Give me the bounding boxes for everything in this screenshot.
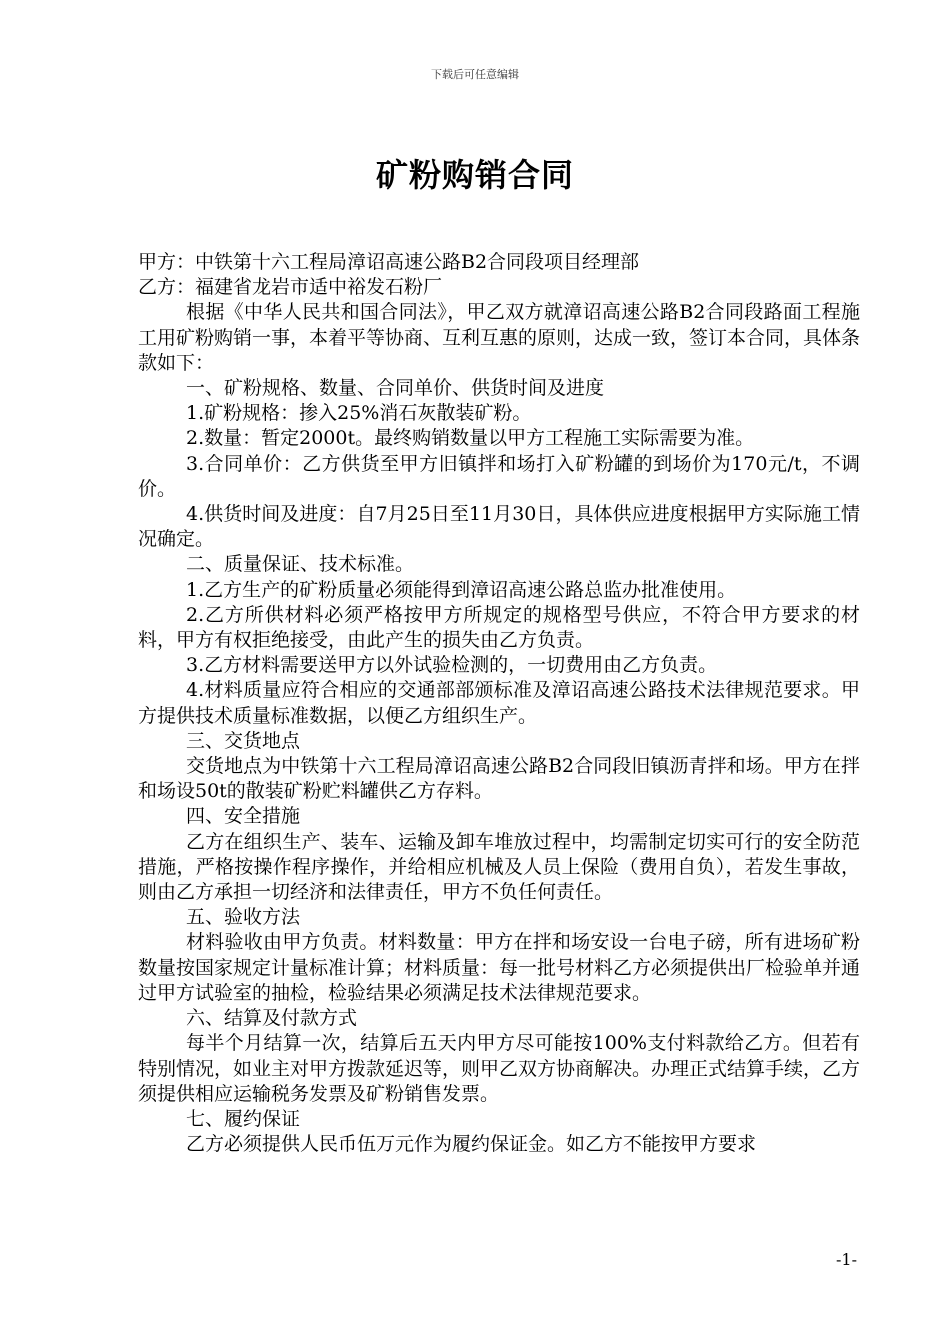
clause-item: 4.材料质量应符合相应的交通部部颁标准及漳诏高速公路技术法律规范要求。甲方提供技术质量标准数据，以便乙方组织生产。 xyxy=(138,679,860,727)
clause-paragraph: 乙方必须提供人民币伍万元作为履约保证金。如乙方不能按甲方要求 xyxy=(186,1133,757,1156)
section-heading: 六、结算及付款方式 xyxy=(186,1007,358,1030)
party-b: 乙方：福建省龙岩市适中裕发石粉厂 xyxy=(138,276,443,299)
intro-paragraph: 根据《中华人民共和国合同法》，甲乙双方就漳诏高速公路B2合同段路面工程施工用矿粉购销一事，本着平等协商、互利互惠的原则，达成一致，签订本合同，具体条款如下： xyxy=(138,301,861,374)
clause-paragraph: 每半个月结算一次，结算后五天内甲方尽可能按100%支付料款给乙方。但若有特别情况，如业主对甲方拨款延迟等，则甲乙双方协商解决。办理正式结算手续，乙方须提供相应运输税务发票及矿粉销售发票。 xyxy=(138,1032,861,1105)
clause-item: 3.乙方材料需要送甲方以外试验检测的，一切费用由乙方负责。 xyxy=(186,654,718,677)
clause-item: 2.乙方所供材料必须严格按甲方所规定的规格型号供应，不符合甲方要求的材料，甲方有权拒绝接受，由此产生的损失由乙方负责。 xyxy=(138,603,860,652)
clause-item: 2.数量：暂定2000t。最终购销数量以甲方工程施工实际需要为准。 xyxy=(186,427,755,450)
party-a: 甲方：中铁第十六工程局漳诏高速公路B2合同段项目经理部 xyxy=(138,251,640,273)
section-heading: 二、质量保证、技术标准。 xyxy=(186,553,415,576)
section-heading: 五、验收方法 xyxy=(186,906,301,929)
clause-paragraph: 交货地点为中铁第十六工程局漳诏高速公路B2合同段旧镇沥青拌和场。甲方在拌和场设50t的散装矿粉贮料罐供乙方存料。 xyxy=(138,755,860,803)
section-heading: 一、矿粉规格、数量、合同单价、供货时间及进度 xyxy=(186,377,605,400)
clause-item: 1.乙方生产的矿粉质量必须能得到漳诏高速公路总监办批准使用。 xyxy=(186,578,737,601)
section-heading: 四、安全措施 xyxy=(186,805,301,828)
clause-paragraph: 材料验收由甲方负责。材料数量：甲方在拌和场安设一台电子磅，所有进场矿粉数量按国家规定计量标准计算；材料质量：每一批号材料乙方必须提供出厂检验单并通过甲方试验室的抽检，检验结果必须满足技术法律规范要求。 xyxy=(138,931,861,1004)
page-number: -1- xyxy=(836,1250,857,1269)
section-heading: 七、履约保证 xyxy=(186,1107,301,1130)
document-title: 矿粉购销合同 xyxy=(375,156,574,194)
clause-item: 3.合同单价：乙方供货至甲方旧镇拌和场打入矿粉罐的到场价为170元/t，不调价。 xyxy=(138,452,860,500)
contract-body xyxy=(138,250,860,1157)
clause-item: 4.供货时间及进度：自7月25日至11月30日，具体供应进度根据甲方实际施工情况确定。 xyxy=(138,503,860,551)
section-heading: 三、交货地点 xyxy=(186,729,301,752)
clause-paragraph: 乙方在组织生产、装车、运输及卸车堆放过程中，均需制定切实可行的安全防范措施，严格按操作程序操作，并给相应机械及人员上保险（费用自负），若发生事故，则由乙方承担一切经济和法律责任，甲方不负任何责任。 xyxy=(138,830,860,904)
clause-item: 1.矿粉规格：掺入25%消石灰散装矿粉。 xyxy=(186,402,532,425)
header-note: 下载后可任意编辑 xyxy=(431,68,519,81)
